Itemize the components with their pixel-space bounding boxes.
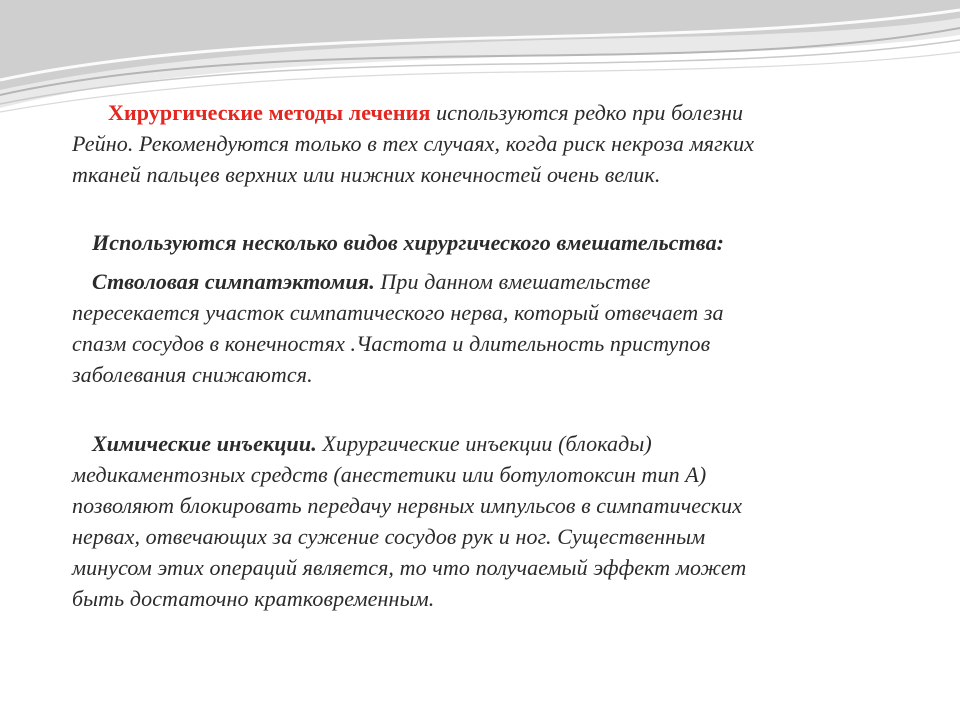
p2-line: Используются несколько видов хирургического вмешательства:	[92, 230, 725, 255]
p3-line-1	[92, 269, 651, 295]
p4-line-5: минусом этих операций является, то что получаемый эффект может	[72, 555, 747, 580]
p1-title: Хирургические методы лечения	[108, 100, 431, 125]
p1-line-1-text: используются редко при болезни	[430, 100, 744, 125]
p3-line-1-text: При данном вмешательстве	[374, 269, 651, 294]
p3-line-4: заболевания снижаются.	[72, 362, 313, 387]
p3-line-3: спазм сосудов в конечностях .Частота и длительность приступов	[72, 331, 711, 356]
p1-line-3: тканей пальцев верхних или нижних конечностей очень велик.	[72, 162, 661, 187]
p3-title: Стволовая симпатэктомия.	[92, 269, 375, 294]
p4-line-1-text: Хирургические инъекции (блокады)	[316, 431, 652, 456]
p4-line-4: нервах, отвечающих за сужение сосудов рук и ног. Существенным	[72, 524, 706, 549]
p4-line-1	[92, 431, 652, 457]
p3-line-2: пересекается участок симпатического нерва, который отвечает за	[72, 300, 724, 325]
p4-line-6: быть достаточно кратковременным.	[72, 586, 435, 611]
p1-line-1	[108, 100, 743, 126]
p4-title: Химические инъекции.	[92, 431, 317, 456]
p4-line-3: позволяют блокировать передачу нервных импульсов в симпатических	[72, 493, 743, 518]
p4-line-2: медикаментозных средств (анестетики или ботулотоксин тип А)	[72, 462, 707, 487]
p1-line-2: Рейно. Рекомендуются только в тех случаях, когда риск некроза мягких	[72, 131, 755, 156]
